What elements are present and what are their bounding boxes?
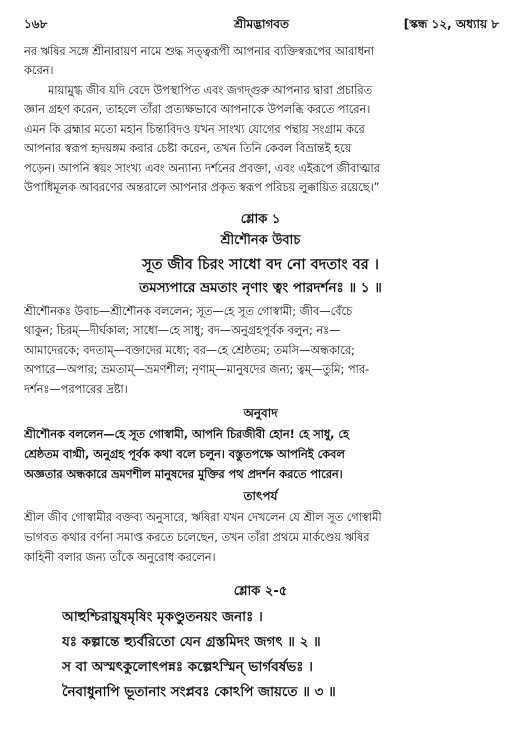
section-reference: [স্কন্ধ ১২, অধ্যায় ৮ (403, 17, 499, 31)
translation-line: শ্রীশৌনক বললেন—হে সূত গোস্বামী, আপনি চিরজীবী হোন! হে সাধু, হে (24, 428, 349, 441)
synonyms-line: অপারে—অপার; ভ্রমতাম্—ভ্রমণশীল; নৃণাম্—মানুষদের জন্য; ত্বম্—তুমি; পার- (24, 363, 370, 376)
page-header (24, 16, 499, 34)
intro-line: জ্ঞান গ্রহণ করেন, তাহলে তাঁরা প্রত্যক্ষভাবে আপনাকে উপলব্ধি করতে পারেন। (24, 103, 371, 116)
verse-line: আহুশ্চিরায়ুষমৃষিং মৃকণ্ডুতনয়ং জনাঃ । (62, 609, 263, 625)
intro-line: এমন কি ব্রহ্মার মতো মহান চিন্তাবিদও যখন সাংখ্য যোগের পন্থায় সংগ্রাম করে (24, 123, 365, 136)
purport-line: ভাগবত কথার বর্ণনা সমাপ্ত করতে চলেছেন, তখন তাঁরা প্রথমে মার্কণ্ডেয় ঋষির (24, 531, 370, 544)
speaker-heading: শ্রীশৌনক উবাচ (220, 233, 301, 248)
translation-heading: অনুবাদ (243, 406, 278, 420)
translation-line: অজ্ঞতার অন্ধকারে ভ্রমণশীল মানুষদের মুক্তির পথ প্রদর্শন করতে পারেন। (24, 468, 343, 481)
verse-line: তমস্যপারে ভ্রমতাং নৃণাং ত্বং পারদর্শনঃ ॥ ১ ॥ (139, 280, 382, 296)
intro-line: উপাধিমূলক আবরণের অন্তরালে আপনার প্রকৃত স্বরূপ পরিচয় লুক্কায়িত রয়েছে।” (24, 181, 380, 194)
intro-line: করেন। (24, 64, 54, 77)
sloka-heading: শ্লোক ১ (240, 212, 281, 227)
sloka-heading: শ্লোক ২-৫ (233, 584, 288, 599)
intro-line: মায়ামুগ্ধ জীব যদি বেদে উপস্থাপিত এবং জগদ্গুরু আপনার দ্বারা প্রচারিত (48, 84, 373, 97)
verse-line: নৈবাধুনাপি ভূতানাং সংপ্লবঃ কোঽপি জায়তে ॥ ৩ ॥ (62, 684, 336, 700)
page-number: ১৬৮ (24, 17, 48, 31)
translation-line: শ্রেষ্ঠতম বাগ্মী, অনুগ্রহ পূর্বক কথা বলে চলুন। বস্তুতপক্ষে আপনিই কেবল (24, 448, 345, 461)
purport-heading: তাৎপর্য (243, 489, 278, 503)
intro-line: আপনার স্বরূপ হৃদয়ঙ্গম করার চেষ্টা করেন, তখন তিনি কেবল বিভ্রান্তই হয়ে (24, 142, 352, 155)
book-title: শ্রীমদ্ভাগবত (233, 17, 289, 31)
synonyms-line: শ্রীশৌনকঃ উবাচ—শ্রীশৌনক বললেন; সূত—হে সূত গোস্বামী; জীব—বেঁচে (24, 305, 353, 318)
purport-line: শ্রীল জীব গোস্বামীর বক্তব্য অনুসারে, ঋষিরা যখন দেখলেন যে শ্রীল সূত গোস্বামী (24, 511, 382, 524)
synonyms-line: থাকুন; চিরম্—দীর্ঘকাল; সাধো—হে সাধু; বদ—অনুগ্রহপূর্বক বলুন; নঃ— (24, 324, 341, 337)
intro-line: পড়েন। আপনি স্বয়ং সাংখ্য এবং অন্যান্য দর্শনের প্রবক্তা, এবং এইরূপে জীবাত্মার (24, 162, 380, 175)
verse-line: স বা অস্মৎকুলোৎপন্নঃ কল্পেঽস্মিন্ ভার্গবর্ষভঃ । (62, 659, 313, 675)
verse-line: সূত জীব চিরং সাধো বদ নো বদতাং বর । (142, 257, 379, 273)
purport-line: কাহিনী বলার জন্য তাঁকে অনুরোধ করলেন। (24, 551, 216, 564)
intro-line: নর ঋষির সঙ্গে শ্রীনারায়ণ নামে শুদ্ধ সত্ত্বরূপী আপনার ব্যক্তিস্বরূপের আরাধনা (24, 45, 374, 58)
synonyms-line: আমাদেরকে; বদতাম্—বক্তাদের মধ্যে; বর—হে শ্রেষ্ঠতম; তমসি—অন্ধকারে; (24, 344, 355, 357)
synonyms-line: দর্শনঃ—পরপারের দ্রষ্টা। (24, 383, 128, 396)
verse-line: যঃ কল্পান্তে হ্যুর্বরিতো যেন গ্রস্তমিদং জগৎ ॥ ২ ॥ (62, 634, 321, 650)
